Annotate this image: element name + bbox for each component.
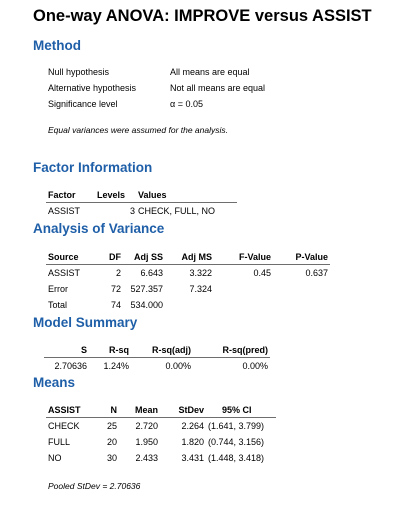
header-rule xyxy=(46,202,237,203)
means-header-n: N xyxy=(110,405,117,415)
means-cell: 3.431 xyxy=(181,453,204,463)
means-cell: 1.950 xyxy=(135,437,158,447)
means-cell: NO xyxy=(48,453,62,463)
means-header-assist: ASSIST xyxy=(48,405,81,415)
model-header-rsqadj: R-sq(adj) xyxy=(152,345,191,355)
method-value: Not all means are equal xyxy=(170,83,266,93)
means-cell: FULL xyxy=(48,437,71,447)
model-cell: 0.00% xyxy=(242,361,268,371)
method-label: Alternative hypothesis xyxy=(48,83,137,93)
method-label: Significance level xyxy=(48,99,118,109)
values-col-header: Values xyxy=(138,190,167,200)
means-cell: 2.264 xyxy=(181,421,204,431)
means-cell: (1.448, 3.418) xyxy=(208,453,265,463)
anova-cell: ASSIST xyxy=(48,268,81,278)
model-header-rsq: R-sq xyxy=(109,345,129,355)
model-header-s: S xyxy=(80,345,87,355)
anova-cell: 6.643 xyxy=(140,268,163,278)
anova-cell: 527.357 xyxy=(130,284,163,294)
anova-cell: 74 xyxy=(110,300,121,310)
anova-cell: 0.637 xyxy=(305,268,328,278)
means-cell: 30 xyxy=(106,453,117,463)
means-cell: (0.744, 3.156) xyxy=(208,437,265,447)
means-header-stdev: StDev xyxy=(178,405,204,415)
pooled-stdev-note: Pooled StDev = 2.70636 xyxy=(48,481,141,491)
means-cell: 20 xyxy=(106,437,117,447)
model-cell: 2.70636 xyxy=(54,361,87,371)
header-rule xyxy=(46,264,330,265)
factor-info-heading: Factor Information xyxy=(33,160,153,175)
factor-cell: ASSIST xyxy=(48,206,81,216)
anova-header-adjms: Adj MS xyxy=(181,252,212,262)
means-heading: Means xyxy=(33,375,76,390)
means-header-mean: Mean xyxy=(134,405,158,415)
anova-cell: 0.45 xyxy=(253,268,271,278)
method-value: α = 0.05 xyxy=(170,99,203,109)
header-rule xyxy=(46,417,276,418)
anova-header-adjss: Adj SS xyxy=(133,252,163,262)
method-heading: Method xyxy=(33,38,81,53)
anova-cell: 2 xyxy=(115,268,121,278)
anova-cell: 3.322 xyxy=(189,268,212,278)
anova-header-fvalue: F-Value xyxy=(238,252,271,262)
anova-header-source: Source xyxy=(48,252,79,262)
levels-col-header: Levels xyxy=(97,190,126,200)
method-value: All means are equal xyxy=(170,67,250,77)
levels-cell: 3 xyxy=(130,206,136,216)
means-cell: 2.433 xyxy=(135,453,158,463)
means-cell: (1.641, 3.799) xyxy=(208,421,265,431)
values-cell: CHECK, FULL, NO xyxy=(138,206,216,216)
anova-heading: Analysis of Variance xyxy=(33,221,165,236)
anova-cell: 7.324 xyxy=(189,284,212,294)
means-cell: 25 xyxy=(106,421,117,431)
anova-cell: 534.000 xyxy=(130,300,163,310)
model-cell: 0.00% xyxy=(165,361,191,371)
page-title: One-way ANOVA: IMPROVE versus ASSIST xyxy=(33,7,372,25)
anova-cell: 72 xyxy=(110,284,121,294)
means-cell: 2.720 xyxy=(135,421,158,431)
factor-col-header: Factor xyxy=(48,190,76,200)
method-label: Null hypothesis xyxy=(48,67,110,77)
model-header-rsqpred: R-sq(pred) xyxy=(222,345,268,355)
anova-cell: Error xyxy=(48,284,68,294)
model-cell: 1.24% xyxy=(103,361,129,371)
means-cell: CHECK xyxy=(48,421,80,431)
header-rule xyxy=(44,357,270,358)
anova-header-pvalue: P-Value xyxy=(295,252,328,262)
means-header-ci: 95% CI xyxy=(222,405,252,415)
model-summary-heading: Model Summary xyxy=(33,315,138,330)
method-note: Equal variances were assumed for the analysis. xyxy=(48,125,229,135)
means-cell: 1.820 xyxy=(181,437,204,447)
anova-cell: Total xyxy=(48,300,68,310)
anova-header-df: DF xyxy=(109,252,121,262)
